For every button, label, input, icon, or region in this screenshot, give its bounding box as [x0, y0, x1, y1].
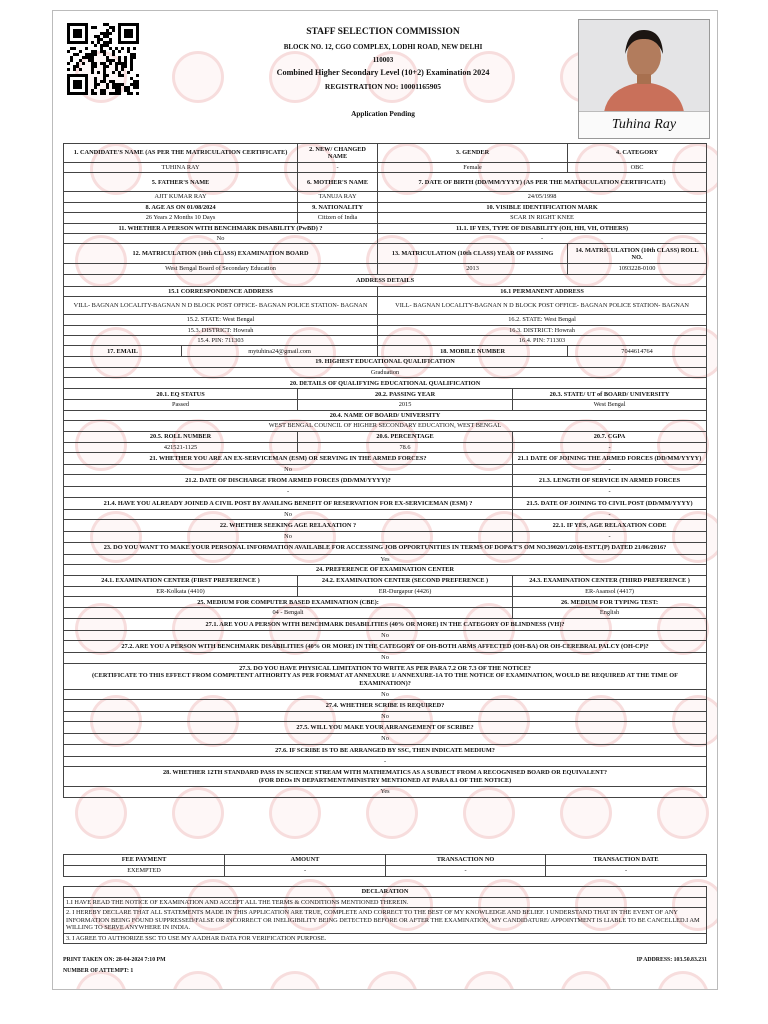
label-matric-year: 13. MATRICULATION (10th CLASS) YEAR OF PASSING [378, 244, 568, 264]
value-permanent-state: 16.2. STATE: West Bengal [378, 315, 707, 325]
candidate-photo [578, 19, 710, 139]
value-board-state: West Bengal [513, 400, 707, 410]
candidate-portrait-icon [579, 20, 709, 112]
label-own-scribe: 27.5. WILL YOU MAKE YOUR ARRANGEMENT OF SCRIBE? [64, 722, 707, 734]
label-correspondence-address: 15.1 CORRESPONDENCE ADDRESS [64, 286, 378, 296]
label-disability-type: 11.1. IF YES, TYPE OF DISABILITY (OH, HH, VH, OTHERS) [378, 223, 707, 233]
value-cgpa: - [513, 442, 707, 452]
value-transaction-no: - [386, 866, 546, 877]
label-ex-serviceman: 21. WHETHER YOU ARE AN EX-SERVICEMAN (ESM) OR SERVING IN THE ARMED FORCES? [64, 452, 513, 464]
ip-address: IP ADDRESS: 103.50.83.231 [636, 957, 707, 963]
value-center-first: ER-Kolkata (4410) [64, 586, 298, 596]
value-mobile: 7044614764 [568, 346, 707, 357]
label-permanent-address: 16.1 PERMANENT ADDRESS [378, 286, 707, 296]
label-center-third: 24.3. EXAMINATION CENTER (THIRD PREFERENCE ) [513, 575, 707, 586]
value-percentage: 78.6 [298, 442, 513, 452]
label-civil-post: 21.4. HAVE YOU ALREADY JOINED A CIVIL POST BY AVAILING BENEFIT OF RESERVATION FOR EX-SERVICEMAN (ESM) ? [64, 497, 513, 509]
label-center-second: 24.2. EXAMINATION CENTER (SECOND PREFERENCE ) [298, 575, 513, 586]
value-blindness: No [64, 630, 707, 640]
label-center-first: 24.1. EXAMINATION CENTER (FIRST PREFERENCE ) [64, 575, 298, 586]
value-physical-limitation: No [64, 689, 707, 699]
commission-title: STAFF SELECTION COMMISSION [306, 27, 460, 37]
declaration-title: DECLARATION [64, 887, 707, 898]
value-matric-year: 2013 [378, 264, 568, 274]
label-scribe-required: 27.4. WHETHER SCRIBE IS REQUIRED? [64, 699, 707, 711]
value-age-relaxation: No [64, 532, 513, 542]
attempt-count: NUMBER OF ATTEMPT: 1 [63, 968, 134, 974]
value-pwbd: No [64, 234, 378, 244]
candidate-signature: Tuhina Ray [579, 111, 709, 138]
print-timestamp: PRINT TAKEN ON: 28-04-2024 7:10 PM [63, 957, 166, 963]
label-blindness: 27.1. ARE YOU A PERSON WITH BENCHMARK DISABILITIES (40% OR MORE) IN THE CATEGORY OF BLINDNESS (VH)? [64, 618, 707, 630]
value-armed-forces-joining: - [513, 464, 707, 474]
qr-code-icon [67, 23, 139, 95]
commission-pin: 110003 [372, 56, 394, 64]
value-dob: 24/05/1998 [378, 192, 707, 202]
physical-limitation-note: (CERTIFICATE TO THIS EFFECT FROM COMPETENT AITHORITY AS PER FORMAT AT ANNEXURE 1/ ANNEXURE-1A TO THE NOTICE OF EXAMINATION, WOULD BE REQUIRED AT THE TIME OF EXAMINATION)? [92, 672, 678, 687]
value-science-stream: Yes [64, 787, 707, 797]
value-disability-type: - [378, 234, 707, 244]
label-gender: 3. GENDER [378, 144, 568, 163]
value-center-third: ER-Asansol (4417) [513, 586, 707, 596]
label-cgpa: 20.7. CGPA [513, 431, 707, 442]
label-board-state: 20.3. STATE/ UT of BOARD/ UNIVERSITY [513, 389, 707, 400]
exam-name: Combined Higher Secondary Level (10+2) Examination 2024 [276, 68, 490, 77]
value-personal-info-sharing: Yes [64, 554, 707, 564]
label-oh-disability: 27.2. ARE YOU A PERSON WITH BENCHMARK DISABILITIES (40% OR MORE) IN THE CATEGORY OF OH-BOTH ARMS AFFECTED (OH-BA) OR OH-CEREBRAL PALCY (OH-CP)? [64, 641, 707, 653]
label-physical-limitation [64, 663, 707, 689]
label-service-length: 21.3. LENGTH OF SERVICE IN ARMED FORCES [513, 475, 707, 487]
label-civil-post-joining: 21.5. DATE OF JOINING TO CIVIL POST (DD/MM/YYYY) [513, 497, 707, 509]
declaration-item: 1.I HAVE READ THE NOTICE OF EXAMINATION AND ACCEPT ALL THE TERMS & CONDITIONS MENTIONED THEREIN. [64, 898, 707, 908]
value-matric-roll: 1093228-0100 [568, 264, 707, 274]
value-fee-payment: EXEMPTED [64, 866, 225, 877]
application-details-table [63, 143, 707, 798]
label-typing-medium: 26. MEDIUM FOR TYPING TEST: [513, 597, 707, 608]
value-service-length: - [513, 487, 707, 497]
label-armed-forces-joining: 21.1 DATE OF JOINING THE ARMED FORCES (DD/MM/YYYY) [513, 452, 707, 464]
value-correspondence-state: 15.2. STATE: West Bengal [64, 315, 378, 325]
value-matric-board: West Bengal Board of Secondary Education [64, 264, 378, 274]
value-permanent-district: 16.3. DISTRICT: Howrah [378, 325, 707, 335]
label-amount: AMOUNT [225, 855, 386, 866]
label-matric-roll: 14. MATRICULATION (10th CLASS) ROLL NO. [568, 244, 707, 264]
value-ex-serviceman: No [64, 464, 513, 474]
label-percentage: 20.6. PERCENTAGE [298, 431, 513, 442]
value-roll-number: 421521-1125 [64, 442, 298, 452]
application-status: Application Pending [351, 109, 415, 118]
science-stream-note: (FOR DEOs IN DEPARTMENT/MINISTRY MENTIONED AT PARA 8.1 OF THE NOTICE) [258, 776, 512, 784]
label-discharge-date: 21.2. DATE OF DISCHARGE FROM ARMED FORCES (DD/MM/YYYY)? [64, 475, 513, 487]
value-correspondence-district: 15.3. DISTRICT: Howrah [64, 325, 378, 335]
label-fee-payment: FEE PAYMENT [64, 855, 225, 866]
value-typing-medium: English [513, 608, 707, 618]
label-nationality: 9. NATIONALITY [298, 202, 378, 212]
value-eq-status: Passed [64, 400, 298, 410]
label-scribe-medium: 27.6. IF SCRIBE IS TO BE ARRANGED BY SSC, THEN INDICATE MEDIUM? [64, 744, 707, 756]
address-details-title: ADDRESS DETAILS [64, 274, 707, 286]
label-age: 8. AGE AS ON 01/08/2024 [64, 202, 298, 212]
value-identification-mark: SCAR IN RIGHT KNEE [378, 213, 707, 223]
label-board-name: 20.4. NAME OF BOARD/ UNIVERSITY [64, 410, 707, 420]
value-email: mytuhina24@gmail.com [182, 346, 378, 357]
value-civil-post-joining: - [513, 509, 707, 519]
physical-limitation-question: 27.3. DO YOU HAVE PHYSICAL LIMITATION TO WRITE AS PER PARA 7.2 OR 7.3 OF THE NOTICE? [239, 664, 531, 672]
label-identification-mark: 10. VISIBLE IDENTIFICATION MARK [378, 202, 707, 212]
value-passing-year: 2015 [298, 400, 513, 410]
label-qualification-details: 20. DETAILS OF QUALIFYING EDUCATIONAL QUALIFICATION [64, 378, 707, 389]
label-highest-qualification: 19. HIGHEST EDUCATIONAL QUALIFICATION [64, 357, 707, 367]
value-scribe-medium: - [64, 756, 707, 766]
value-oh-disability: No [64, 653, 707, 663]
application-page [52, 10, 718, 990]
value-permanent-pin: 16.4. PIN: 711303 [378, 336, 707, 346]
registration-number: REGISTRATION NO: 10001165905 [324, 82, 442, 91]
value-correspondence-pin: 15.4. PIN: 711303 [64, 336, 378, 346]
declaration-table [63, 886, 707, 944]
label-age-relaxation: 22. WHETHER SEEKING AGE RELAXATION ? [64, 520, 513, 532]
value-board-name: WEST BENGAL COUNCIL OF HIGHER SECONDARY EDUCATION, WEST BENGAL [64, 421, 707, 431]
value-age-relaxation-code: - [513, 532, 707, 542]
value-nationality: Citizen of India [298, 213, 378, 223]
value-gender: Female [378, 163, 568, 173]
value-age: 26 Years 2 Months 10 Days [64, 213, 298, 223]
value-civil-post: No [64, 509, 513, 519]
label-dob: 7. DATE OF BIRTH (DD/MM/YYYY) (AS PER THE MATRICULATION CERTIFICATE) [378, 173, 707, 192]
label-cbe-medium: 25. MEDIUM FOR COMPUTER BASED EXAMINATION (CBE): [64, 597, 513, 608]
commission-address: BLOCK NO. 12, CGO COMPLEX, LODHI ROAD, NEW DELHI [283, 43, 483, 51]
label-transaction-date: TRANSACTION DATE [546, 855, 707, 866]
value-category: OBC [568, 163, 707, 173]
value-permanent-address: VILL- BAGNAN LOCALITY-BAGNAN N D BLOCK POST OFFICE- BAGNAN POLICE STATION- BAGNAN [378, 297, 707, 315]
label-changed-name: 2. NEW/ CHANGED NAME [298, 144, 378, 163]
label-pwbd: 11. WHETHER A PERSON WITH BENCHMARK DISABILITY (PwBD) ? [64, 223, 378, 233]
value-scribe-required: No [64, 711, 707, 721]
label-candidate-name: 1. CANDIDATE'S NAME (AS PER THE MATRICULATION CERTIFICATE) [64, 144, 298, 163]
science-stream-question: 28. WHETHER 12TH STANDARD PASS IN SCIENCE STREAM WITH MATHEMATICS AS A SUBJECT FROM A RECOGNISED BOARD OR EQUIVALENT? [163, 769, 607, 777]
label-roll-number: 20.5. ROLL NUMBER [64, 431, 298, 442]
label-science-stream [64, 767, 707, 787]
label-mother-name: 6. MOTHER'S NAME [298, 173, 378, 192]
label-email: 17. EMAIL [64, 346, 182, 357]
value-mother-name: TANUJA RAY [298, 192, 378, 202]
value-changed-name: - [298, 163, 378, 173]
value-highest-qualification: Graduation [64, 367, 707, 377]
value-transaction-date: - [546, 866, 707, 877]
label-age-relaxation-code: 22.1. IF YES, AGE RELAXATION CODE [513, 520, 707, 532]
label-eq-status: 20.1. EQ STATUS [64, 389, 298, 400]
value-cbe-medium: 04 - Bengali [64, 608, 513, 618]
label-father-name: 5. FATHER'S NAME [64, 173, 298, 192]
value-father-name: AJIT KUMAR RAY [64, 192, 298, 202]
label-exam-center-preference: 24. PREFERENCE OF EXAMINATION CENTER [64, 564, 707, 575]
declaration-item: 3. I AGREE TO AUTHORIZE SSC TO USE MY AADHAR DATA FOR VERIFICATION PURPOSE. [64, 933, 707, 943]
label-mobile: 18. MOBILE NUMBER [378, 346, 568, 357]
label-category: 4. CATEGORY [568, 144, 707, 163]
label-matric-board: 12. MATRICULATION (10th CLASS) EXAMINATION BOARD [64, 244, 378, 264]
label-personal-info-sharing: 23. DO YOU WANT TO MAKE YOUR PERSONAL INFORMATION AVAILABLE FOR ACCESSING JOB OPPORTUNITIES IN TERMS OF DOP&T'S OM NO.39020/1/2016-ESTT.(P) DATED 21/06/2016? [64, 542, 707, 554]
declaration-item: 2. I HEREBY DECLARE THAT ALL STATEMENTS MADE IN THIS APPLICATION ARE TRUE, COMPLETE AND CORRECT TO THE BEST OF MY KNOWLEDGE AND BELIEF. I UNDERSTAND THAT IN THE EVENT OF ANY INFORMATION BEING FOUND SUPPRESSED/FALSE OR INCORRECT OR INELIGIBILITY BEING DETECTED BEFORE OR AFTER THE EXAMINATION, MY CANDIDATURE/ APPOINTMENT IS LIABLE TO BE CANCELLED.I AM WILLING TO SERVE ANYWHERE IN INDIA. [64, 908, 707, 933]
value-candidate-name: TUHINA RAY [64, 163, 298, 173]
value-amount: - [225, 866, 386, 877]
value-correspondence-address: VILL- BAGNAN LOCALITY-BAGNAN N D BLOCK POST OFFICE- BAGNAN POLICE STATION- BAGNAN [64, 297, 378, 315]
label-transaction-no: TRANSACTION NO [386, 855, 546, 866]
value-discharge-date: - [64, 487, 513, 497]
value-own-scribe: No [64, 734, 707, 744]
payment-table [63, 854, 707, 877]
value-center-second: ER-Durgapur (4426) [298, 586, 513, 596]
label-passing-year: 20.2. PASSING YEAR [298, 389, 513, 400]
